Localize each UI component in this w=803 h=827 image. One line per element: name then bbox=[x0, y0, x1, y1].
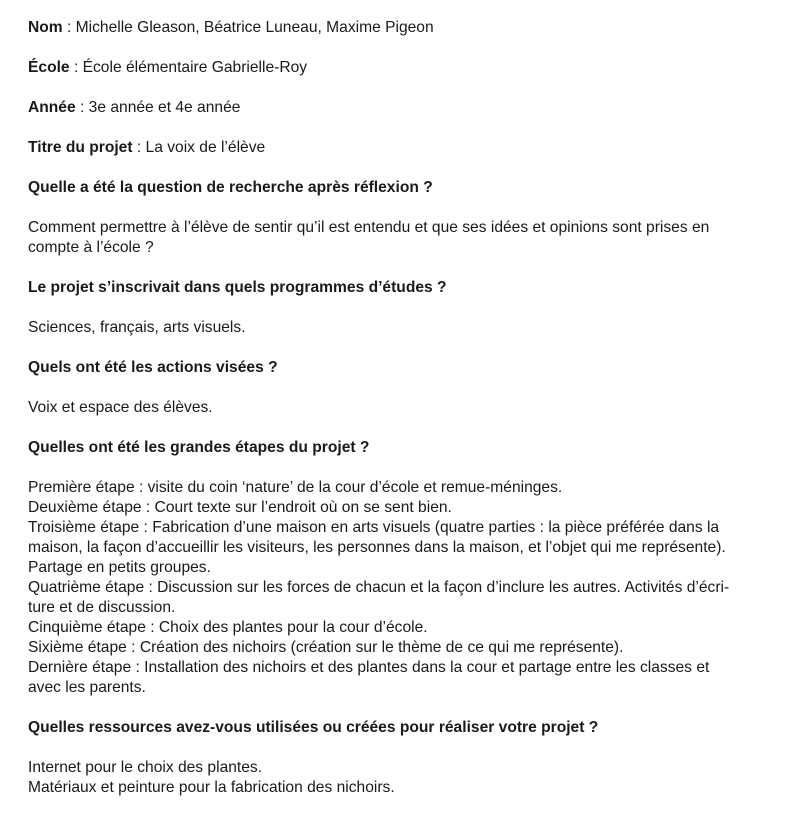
etape-line: Sixième étape : Création des nichoirs (création sur le thème de ce qui me représente). bbox=[28, 639, 624, 656]
etape-line: Quatrième étape : Discussion sur les forces de chacun et la façon d’inclure les autres. Activités d’écri- bbox=[28, 579, 730, 596]
answer-line: Comment permettre à l’élève de sentir qu’il est entendu et que ses idées et opinions sont prises en bbox=[28, 219, 710, 236]
actions-answer: Voix et espace des élèves. bbox=[28, 399, 213, 416]
etape-line: Troisième étape : Fabrication d’une maison en arts visuels (quatre parties : la pièce préférée dans la bbox=[28, 519, 720, 536]
etape-line: Cinquième étape : Choix des plantes pour la cour d’école. bbox=[28, 619, 428, 636]
ecole-label: École bbox=[28, 59, 70, 76]
etape-line: Partage en petits groupes. bbox=[28, 559, 211, 576]
etape-line: maison, la façon d’accueillir les visiteurs, les personnes dans la maison, et l’objet qui me représente). bbox=[28, 539, 726, 556]
ressources-list bbox=[28, 758, 783, 798]
etape-line: Deuxième étape : Court texte sur l’endroit où on se sent bien. bbox=[28, 499, 452, 516]
nom-value: : Michelle Gleason, Béatrice Luneau, Maxime Pigeon bbox=[62, 19, 434, 36]
annee-value: : 3e année et 4e année bbox=[75, 99, 241, 116]
nom-line bbox=[28, 18, 783, 38]
ressource-line: Internet pour le choix des plantes. bbox=[28, 759, 263, 776]
programmes-heading: Le projet s’inscrivait dans quels programmes d’études ? bbox=[28, 279, 447, 296]
answer-line: compte à l’école ? bbox=[28, 239, 154, 256]
etape-line: Première étape : visite du coin ‘nature’ de la cour d’école et remue-méninges. bbox=[28, 479, 563, 496]
titre-label: Titre du projet bbox=[28, 139, 133, 156]
programmes-answer: Sciences, français, arts visuels. bbox=[28, 319, 246, 336]
nom-label: Nom bbox=[28, 19, 63, 36]
titre-value: : La voix de l’élève bbox=[132, 139, 266, 156]
etape-line: ture et de discussion. bbox=[28, 599, 176, 616]
ecole-value: : École élémentaire Gabrielle-Roy bbox=[69, 59, 308, 76]
etapes-list bbox=[28, 478, 783, 698]
annee-label: Année bbox=[28, 99, 76, 116]
titre-line bbox=[28, 138, 783, 158]
ressources-heading: Quelles ressources avez-vous utilisées ou créées pour réaliser votre projet ? bbox=[28, 719, 599, 736]
question-recherche-heading: Quelle a été la question de recherche après réflexion ? bbox=[28, 179, 433, 196]
question-recherche-answer bbox=[28, 218, 783, 258]
ecole-line bbox=[28, 58, 783, 78]
etape-line: avec les parents. bbox=[28, 679, 146, 696]
annee-line bbox=[28, 98, 783, 118]
etape-line: Dernière étape : Installation des nichoirs et des plantes dans la cour et partage entre les classes et bbox=[28, 659, 710, 676]
ressource-line: Matériaux et peinture pour la fabrication des nichoirs. bbox=[28, 779, 395, 796]
actions-heading: Quels ont été les actions visées ? bbox=[28, 359, 278, 376]
etapes-heading: Quelles ont été les grandes étapes du projet ? bbox=[28, 439, 370, 456]
